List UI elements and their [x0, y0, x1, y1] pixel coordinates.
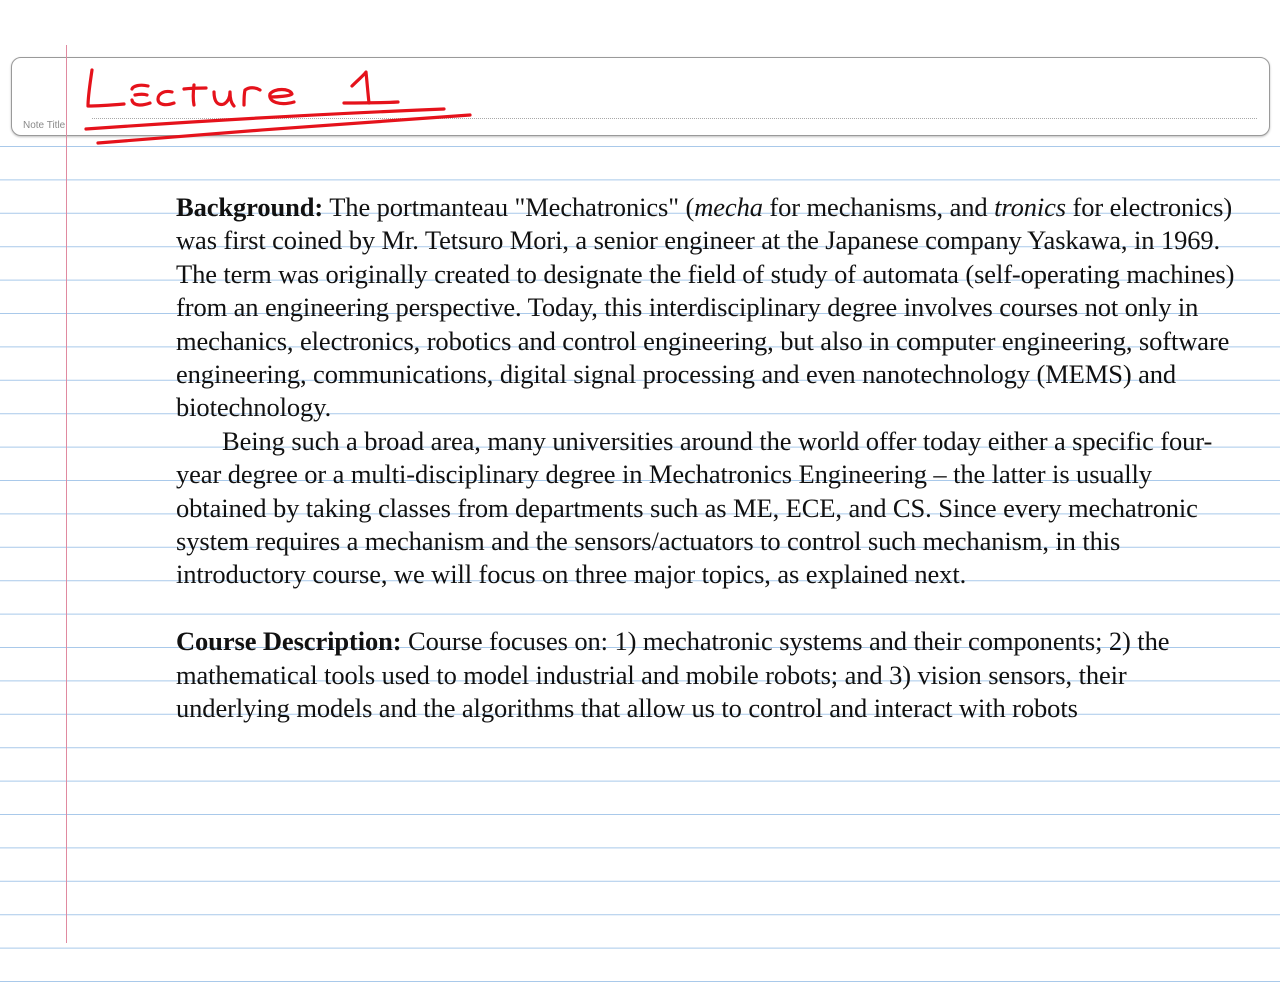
background-term-mecha: mecha [694, 192, 763, 222]
hw-underline-1 [86, 109, 444, 129]
hw-letter-e-top [132, 85, 148, 89]
hw-letter-u [214, 92, 234, 106]
background-text-2: for mechanisms, and [762, 192, 995, 222]
hw-letter-L [88, 70, 124, 106]
hw-letter-e-mid [135, 94, 147, 95]
hw-digit-1-base [344, 102, 398, 103]
course-heading: Course Description: [176, 626, 402, 657]
course-text: Course focuses on: 1) mechatronic systems and their components; 2) the mathematical tools used to model industrial and mobile robots; and 3) vision sensors, their underlying models and the algorithms that allow us to control and interact with robots [176, 626, 1170, 724]
hw-letter-e-bot [132, 100, 150, 105]
hw-letter-c [158, 91, 174, 104]
hw-letter-e2 [270, 90, 294, 104]
hw-letter-r [244, 88, 260, 105]
note-body [176, 191, 1236, 725]
handwritten-title [0, 0, 1280, 200]
course-paragraph [176, 625, 1236, 725]
background-heading: Background: [176, 192, 324, 222]
background-term-tronics: tronics [994, 192, 1067, 222]
universities-paragraph: Being such a broad area, many universities around the world offer today either a specific four-year degree or a multi-disciplinary degree in Mechatronics Engineering – the latter is usually obtained by taking classes from departments such as ME, ECE, and CS. Since every mechatronic system requires a mechanism and the sensors/actuators to control such mechanism, in this introductory course, we will focus on three major topics, as explained next. [176, 425, 1213, 590]
background-text-1: The portmanteau "Mechatronics" ( [323, 192, 695, 222]
note-title-label: Note Title [23, 120, 66, 131]
hw-digit-1 [352, 72, 369, 103]
background-text-3: for electronics) was first coined by Mr. Tetsuro Mori, a senior engineer at the Japanese company Yaskawa, in 1969. The term was originally created to designate the field of study of automata (self-operating machines) from an engineering perspective. Today, this interdisciplinary degree involves courses not only in mechanics, electronics, robotics and control engineering, but also in computer engineering, software engineering, communications, digital signal processing and even nanotechnology (MEMS) and biotechnology. [176, 192, 1235, 423]
hw-underline-2 [98, 115, 470, 143]
paragraph-gap [176, 592, 1236, 625]
background-paragraph [176, 191, 1236, 425]
hw-letter-t [184, 85, 206, 105]
